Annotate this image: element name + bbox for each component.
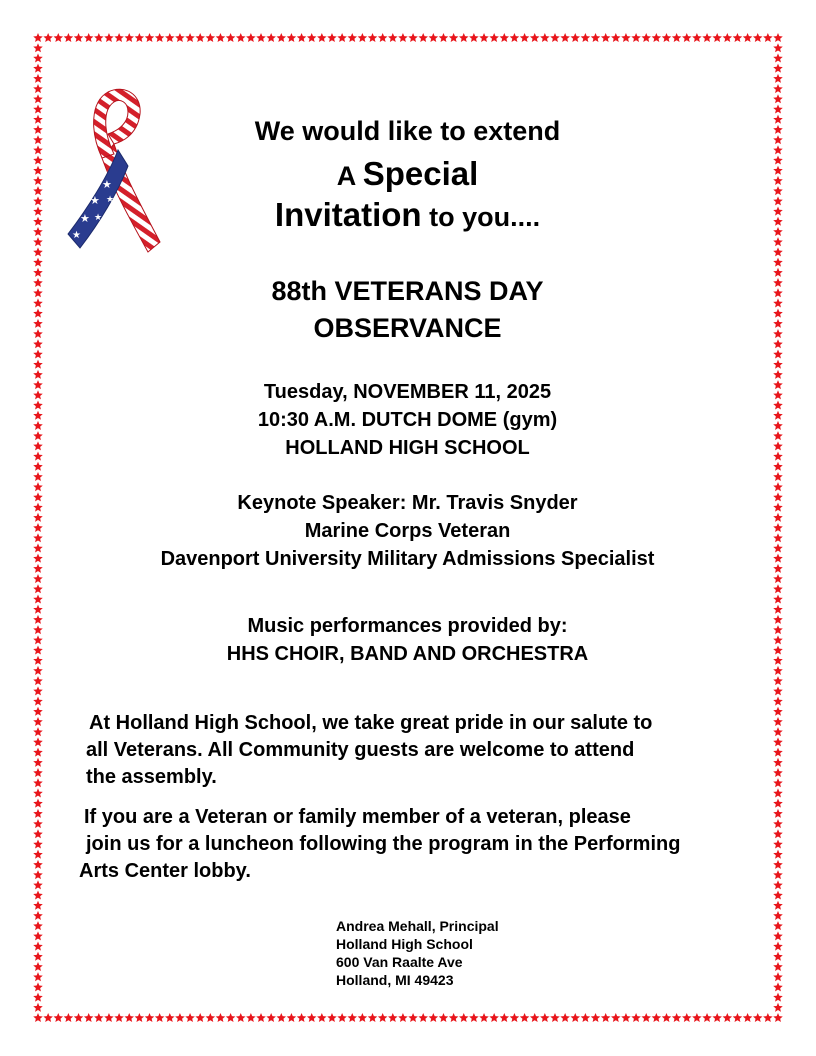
- svg-text:★: ★: [90, 194, 100, 207]
- paragraph-1-line-2: all Veterans. All Community guests are welcome to attend: [86, 739, 635, 761]
- invitation-special: Special: [362, 155, 479, 192]
- event-time-place: 10:30 A.M. DUTCH DOME (gym): [257, 409, 558, 431]
- paragraph-1-line-3: the assembly.: [86, 766, 217, 788]
- signature-school: Holland High School: [336, 936, 473, 952]
- keynote-title: Davenport University Military Admissions Specialist: [160, 548, 655, 570]
- svg-text:★: ★: [94, 213, 103, 223]
- event-school: HOLLAND HIGH SCHOOL: [285, 437, 530, 459]
- event-title-line-2: OBSERVANCE: [313, 313, 502, 343]
- signature-name: Andrea Mehall, Principal: [336, 918, 499, 934]
- keynote-speaker: Keynote Speaker: Mr. Travis Snyder: [237, 492, 578, 514]
- signature-street: 600 Van Raalte Ave: [336, 954, 463, 970]
- invitation-line-3-b: to you....: [421, 202, 541, 232]
- paragraph-2-line-3: Arts Center lobby.: [79, 860, 251, 882]
- event-date: Tuesday, NOVEMBER 11, 2025: [263, 381, 552, 403]
- paragraph-1-line-1: At Holland High School, we take great pride in our salute to: [89, 712, 653, 734]
- invitation-line-2: [150, 155, 665, 193]
- invitation-word: Invitation: [274, 196, 422, 233]
- music-groups: HHS CHOIR, BAND AND ORCHESTRA: [226, 643, 589, 665]
- invitation-line-2-a: A: [336, 161, 363, 191]
- svg-text:★: ★: [106, 195, 115, 205]
- event-title-line-1: 88th VETERANS DAY: [271, 276, 544, 306]
- svg-text:★: ★: [72, 230, 81, 241]
- invitation-line-3: [150, 196, 665, 234]
- signature-city: Holland, MI 49423: [336, 972, 454, 988]
- paragraph-2-line-2: join us for a luncheon following the program in the Performing: [86, 833, 681, 855]
- svg-text:★: ★: [80, 212, 90, 225]
- music-heading: Music performances provided by:: [247, 615, 568, 637]
- svg-text:★: ★: [102, 178, 112, 191]
- keynote-branch: Marine Corps Veteran: [304, 520, 511, 542]
- paragraph-2-line-1: If you are a Veteran or family member of a veteran, please: [84, 806, 631, 828]
- invitation-line-1: We would like to extend: [254, 116, 561, 146]
